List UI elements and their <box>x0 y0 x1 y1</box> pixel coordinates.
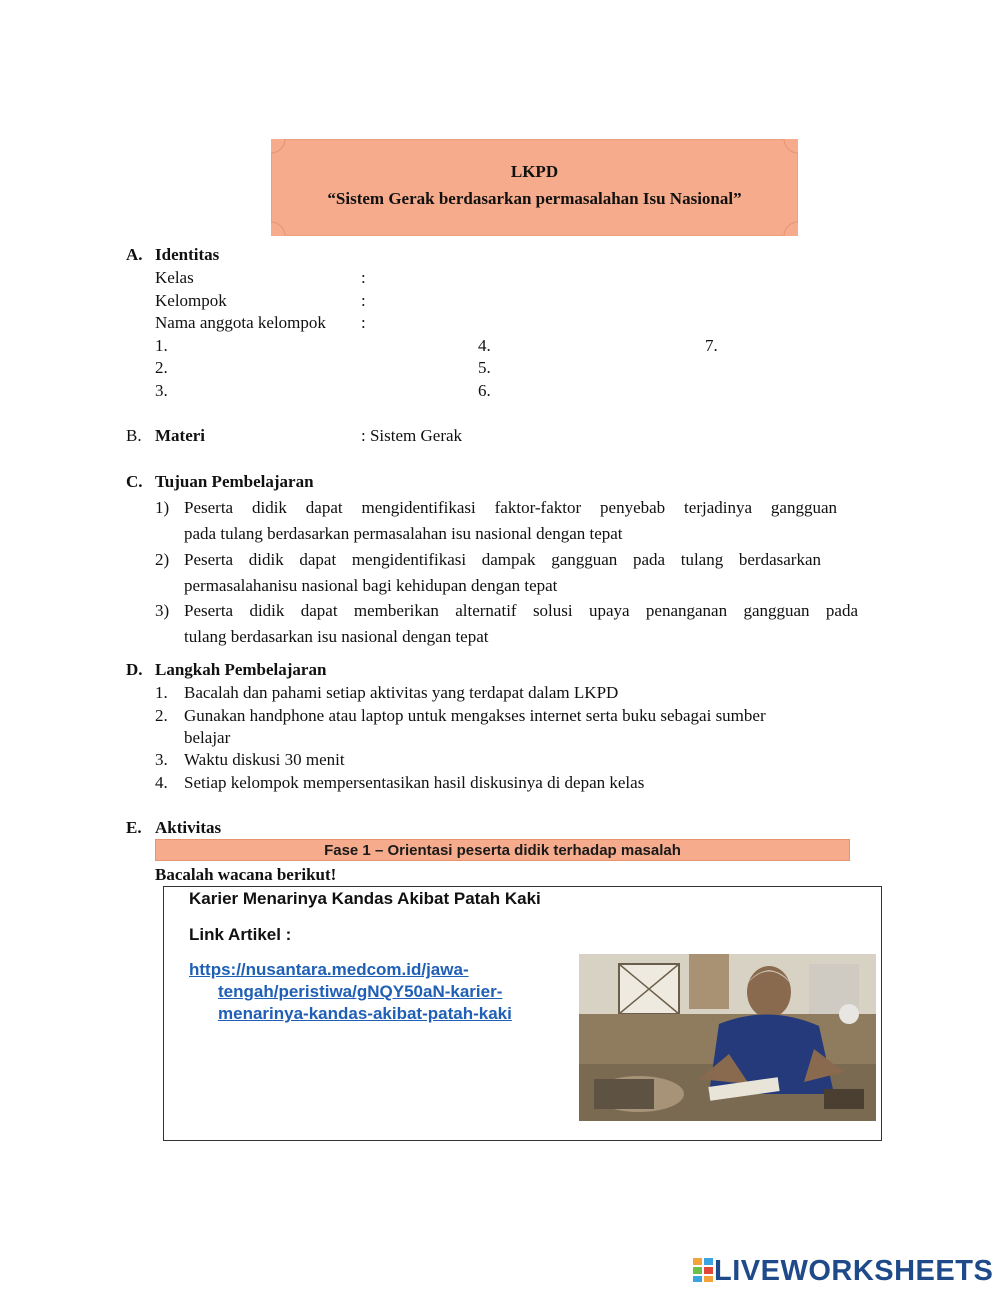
section-a-heading: Identitas <box>155 245 220 264</box>
member-number: 5. <box>478 358 491 377</box>
field-kelas-colon: : <box>361 268 366 287</box>
member-number: 4. <box>478 336 491 355</box>
field-kelas-label: Kelas <box>155 268 194 287</box>
article-link[interactable]: https://nusantara.medcom.id/jawa- <box>189 960 469 979</box>
step-number: 1. <box>155 683 168 702</box>
field-anggota-label: Nama anggota kelompok <box>155 313 326 332</box>
member-number: 3. <box>155 381 168 400</box>
step-text: Bacalah dan pahami setiap aktivitas yang terdapat dalam LKPD <box>184 683 619 702</box>
section-c-marker: C. <box>126 472 143 491</box>
section-b-heading: Materi <box>155 426 206 445</box>
section-c-heading: Tujuan Pembelajaran <box>155 472 314 491</box>
step-number: 4. <box>155 773 168 792</box>
objective-text: Peserta didik dapat mengidentifikasi faktor-faktor penyebab terjadinya gangguan <box>184 498 837 517</box>
page-subtitle: “Sistem Gerak berdasarkan permasalahan Isu Nasional” <box>327 189 742 208</box>
step-text: Gunakan handphone atau laptop untuk mengakses internet serta buku sebagai sumber <box>184 706 766 725</box>
article-photo <box>579 954 876 1121</box>
title-box <box>271 139 798 236</box>
article-title: Karier Menarinya Kandas Akibat Patah Kaki <box>189 889 541 908</box>
section-a-marker: A. <box>126 245 143 264</box>
member-number: 1. <box>155 336 168 355</box>
liveworksheets-logo-icon <box>692 1257 714 1283</box>
objective-text: tulang berdasarkan isu nasional dengan tepat <box>184 627 489 646</box>
member-number: 2. <box>155 358 168 377</box>
objective-number: 1) <box>155 498 170 517</box>
section-d-marker: D. <box>126 660 143 679</box>
section-b-marker: B. <box>126 426 142 445</box>
step-number: 2. <box>155 706 168 725</box>
article-photo-image <box>579 954 876 1121</box>
objective-number: 3) <box>155 601 170 620</box>
article-link-label: Link Artikel : <box>189 925 292 944</box>
member-number: 7. <box>705 336 718 355</box>
article-link[interactable]: menarinya-kandas-akibat-patah-kaki <box>218 1004 512 1023</box>
field-kelompok-label: Kelompok <box>155 291 227 310</box>
page-title: LKPD <box>510 162 559 181</box>
step-text: belajar <box>184 728 231 747</box>
liveworksheets-logo <box>692 1255 993 1285</box>
member-number: 6. <box>478 381 491 400</box>
step-number: 3. <box>155 750 168 769</box>
field-anggota-colon: : <box>361 313 366 332</box>
section-d-heading: Langkah Pembelajaran <box>155 660 327 679</box>
step-text: Waktu diskusi 30 menit <box>184 750 345 769</box>
objective-text: permasalahanisu nasional bagi kehidupan dengan tepat <box>184 576 558 595</box>
title-box-frame <box>271 139 798 236</box>
materi-value: : Sistem Gerak <box>361 426 463 445</box>
field-kelompok-colon: : <box>361 291 366 310</box>
reading-instruction: Bacalah wacana berikut! <box>155 865 337 884</box>
objective-number: 2) <box>155 550 170 569</box>
step-text: Setiap kelompok mempersentasikan hasil diskusinya di depan kelas <box>184 773 645 792</box>
section-e-heading: Aktivitas <box>155 818 222 837</box>
objective-text: pada tulang berdasarkan permasalahan isu nasional dengan tepat <box>184 524 623 543</box>
objective-text: Peserta didik dapat memberikan alternatif solusi upaya penanganan gangguan pada <box>184 601 858 620</box>
article-link[interactable]: tengah/peristiwa/gNQY50aN-karier- <box>218 982 503 1001</box>
objective-text: Peserta didik dapat mengidentifikasi dampak gangguan pada tulang berdasarkan <box>184 550 821 569</box>
section-e-marker: E. <box>126 818 142 837</box>
phase-banner: Fase 1 – Orientasi peserta didik terhadap masalah <box>155 839 850 861</box>
liveworksheets-logo-text: LIVEWORKSHEETS <box>714 1255 994 1287</box>
